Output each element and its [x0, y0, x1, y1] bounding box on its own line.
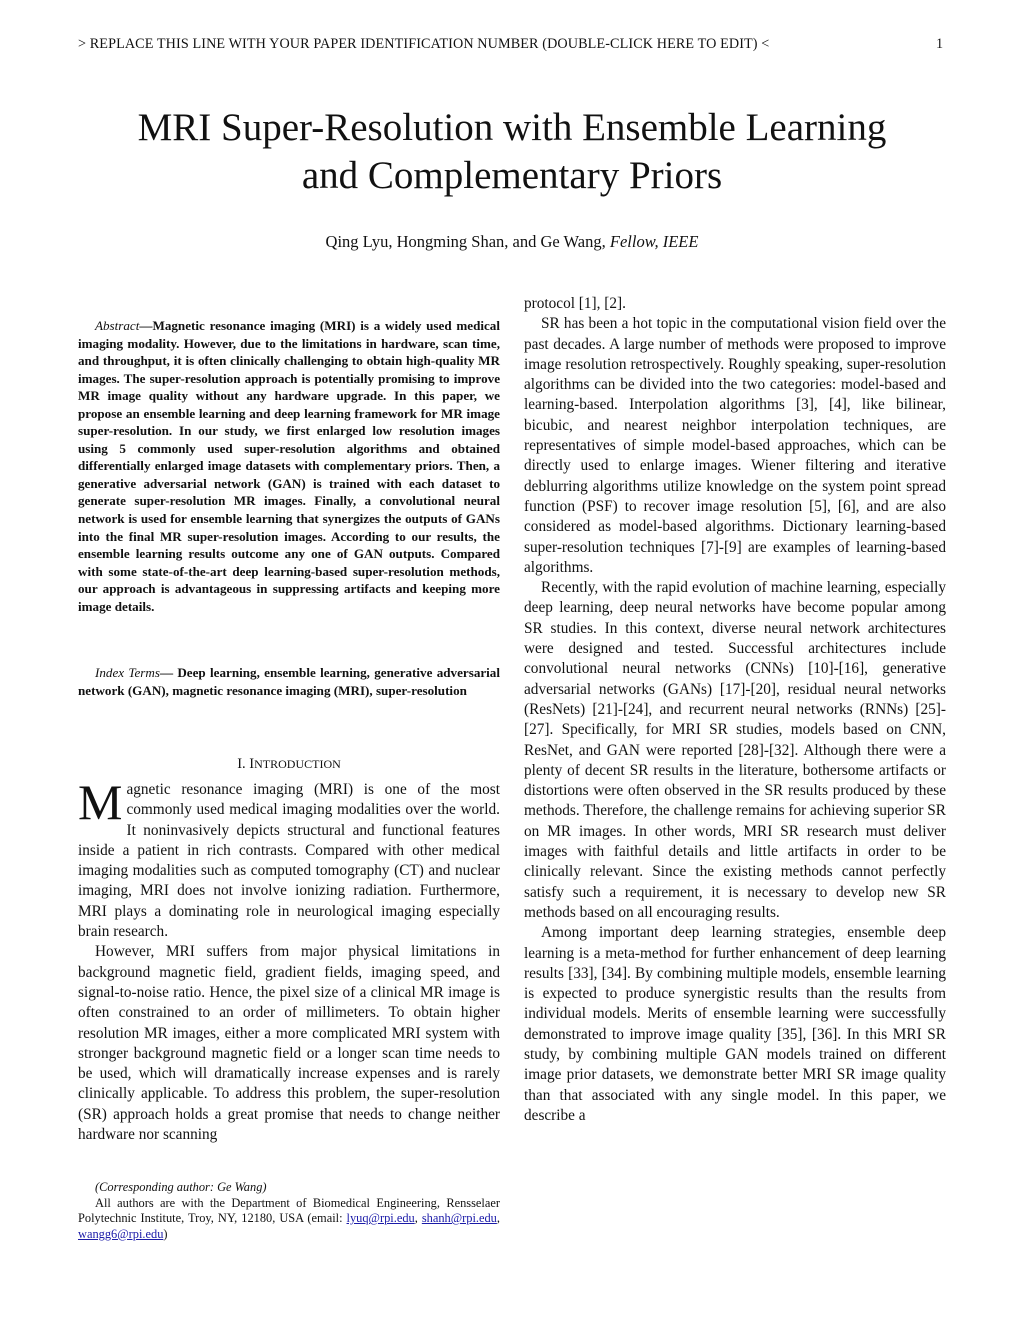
corresponding-author-note: (Corresponding author: Ge Wang): [95, 1180, 267, 1194]
paragraph: However, MRI suffers from major physical limitations in background magnetic field, gradient fields, imaging speed, and signal-to-noise ratio. Hence, the pixel size of a clinical MR image is often constrained to an order of millimeters. To obtain higher resolution MR images, either a more complicated MRI system with stronger background magnetic field or a longer scan time needs to be used, which will dramatically increase expenses and is rarely clinically applicable. To address this problem, the super-resolution (SR) approach holds a great promise that needs to change neither hardware nor scanning: [78, 943, 500, 1144]
footnote: [78, 1180, 500, 1242]
index-terms-dash: —: [159, 665, 178, 680]
email-link-shan[interactable]: shanh@rpi.edu: [421, 1211, 497, 1226]
email-separator: ,: [414, 1211, 422, 1226]
paragraph: Recently, with the rapid evolution of machine learning, especially deep learning, deep neural networks have become popular among SR studies. In this context, diverse neural network architectures were designed and tested. Successful architectures include convolutional neural networks (CNNs) [10]-[16], generative adversarial networks (GANs) [17]-[20], residual neural networks (ResNets) [21]-[24], and recurrent neural networks (RNNs) [25]-[27]. Specifically, for MRI SR studies, models based on CNN, ResNet, and GAN were reported [28]-[32]. Although there were a plenty of decent SR results in the literature, bothersome artifacts or distortions were often observed in the SR results produced by these methods. Therefore, the challenge remains for achieving superior SR on MR images. In other words, MRI SR research must deliver images with faithful details and little artifacts in order to be clinically relevant. Since the existing methods cannot perfectly satisfy such a requirement, it is necessary to develop new SR methods based on all encouraging results.: [524, 579, 946, 921]
paragraph-text: agnetic resonance imaging (MRI) is one of the most commonly used medical imaging modalities over the world. It noninvasively depicts structural and functional features inside a patient in rich contrasts. Compared with other medical imaging modalities such as computed tomography (CT) and nuclear imaging, MRI does not involve ionizing radiation. Furthermore, MRI plays a dominating role in neurological imaging especially brain research.: [78, 781, 500, 941]
abstract-dash: —: [139, 318, 153, 333]
abstract-text: Magnetic resonance imaging (MRI) is a widely used medical imaging modality. However, due to the limitations in hardware, scan time, and throughput, it is often clinically challenging to obtain high-quality MR images. The super-resolution approach is potentially promising to improve MR image quality without any hardware upgrade. In this paper, we propose an ensemble learning and deep learning framework for MR image super-resolution. In our study, we first enlarged low resolution images using 5 commonly used super-resolution algorithms and obtained differentially enlarged image datasets with complementary priors. Then, a generative adversarial network (GAN) is trained with each dataset to generate super-resolution MR images. Finally, a convolutional neural network is used for ensemble learning that synergizes the outputs of GANs into the final MR super-resolution images. According to our results, the ensemble learning results outcome any one of GAN outputs. Compared with some state-of-the-art deep learning-based super-resolution methods, our approach is advantageous in suppressing artifacts and keeping more image details.: [78, 318, 500, 614]
page-number: 1: [936, 36, 944, 52]
author-affiliation-title: Fellow, IEEE: [609, 232, 699, 251]
right-column-body: [524, 294, 946, 1126]
running-head: > REPLACE THIS LINE WITH YOUR PAPER IDENTIFICATION NUMBER (DOUBLE-CLICK HERE TO EDIT) <: [78, 36, 770, 52]
paragraph: [78, 774, 500, 942]
email-separator: ,: [496, 1211, 500, 1226]
paragraph: protocol [1], [2].: [524, 295, 626, 312]
title-line-1: MRI Super-Resolution with Ensemble Learning: [137, 106, 887, 149]
index-terms-label: Index Terms: [95, 665, 160, 680]
drop-cap: M: [78, 774, 123, 830]
section-heading-introduction: [78, 756, 500, 773]
email-link-lyu[interactable]: lyuq@rpi.edu: [346, 1211, 415, 1226]
closing-paren: ): [163, 1226, 168, 1241]
affiliation-note: [78, 1196, 500, 1243]
abstract-label: Abstract: [95, 318, 140, 333]
left-column-body: [78, 774, 500, 1145]
author-names: Qing Lyu, Hongming Shan, and Ge Wang,: [325, 232, 610, 251]
title-line-2: and Complementary Priors: [301, 154, 723, 197]
abstract: [78, 317, 500, 615]
index-terms: [78, 664, 500, 699]
paper-title: [0, 104, 1024, 200]
section-title-first: I: [249, 756, 255, 772]
section-numeral: I.: [237, 756, 250, 772]
section-title-rest: NTRODUCTION: [254, 757, 341, 771]
email-link-wang[interactable]: wangg6@rpi.edu: [78, 1226, 164, 1241]
index-terms-text: Deep learning, ensemble learning, generative adversarial network (GAN), magnetic resonance imaging (MRI), super-resolution: [78, 665, 500, 698]
paragraph: Among important deep learning strategies, ensemble deep learning is a meta-method for further enhancement of deep learning results [33], [34]. By combining multiple models, ensemble learning is expected to produce synergistic results than the results from individual models. Merits of ensemble learning were successfully demonstrated to improve image quality [35], [36]. In this MRI SR study, by combining multiple GAN models trained on different image prior datasets, we demonstrate better MRI SR image quality than that associated with any single model. In this paper, we describe a: [524, 924, 946, 1124]
paragraph: SR has been a hot topic in the computational vision field over the past decades. A large number of methods were proposed to improve image resolution retrospectively. Roughly speaking, super-resolution algorithms can be divided into the two categories: model-based and learning-based. Interpolation algorithms [3], [4], like bilinear, bicubic, and nearest neighbor interpolation techniques, are representatives of simple model-based approaches, which can be directly used to enlarge images. Wiener filtering and iterative deblurring algorithms utilize knowledge on the system point spread function (PSF) to recover image resolution [5], [6], and are also considered as model-based algorithms. Dictionary learning-based super-resolution techniques [7]-[9] are examples of learning-based algorithms.: [524, 315, 946, 576]
author-list: [0, 232, 1024, 252]
affiliation-text: All authors are with the Department of Biomedical Engineering, Rensselaer Polytechnic Institute, Troy, NY, 12180, USA (email:: [78, 1195, 500, 1226]
